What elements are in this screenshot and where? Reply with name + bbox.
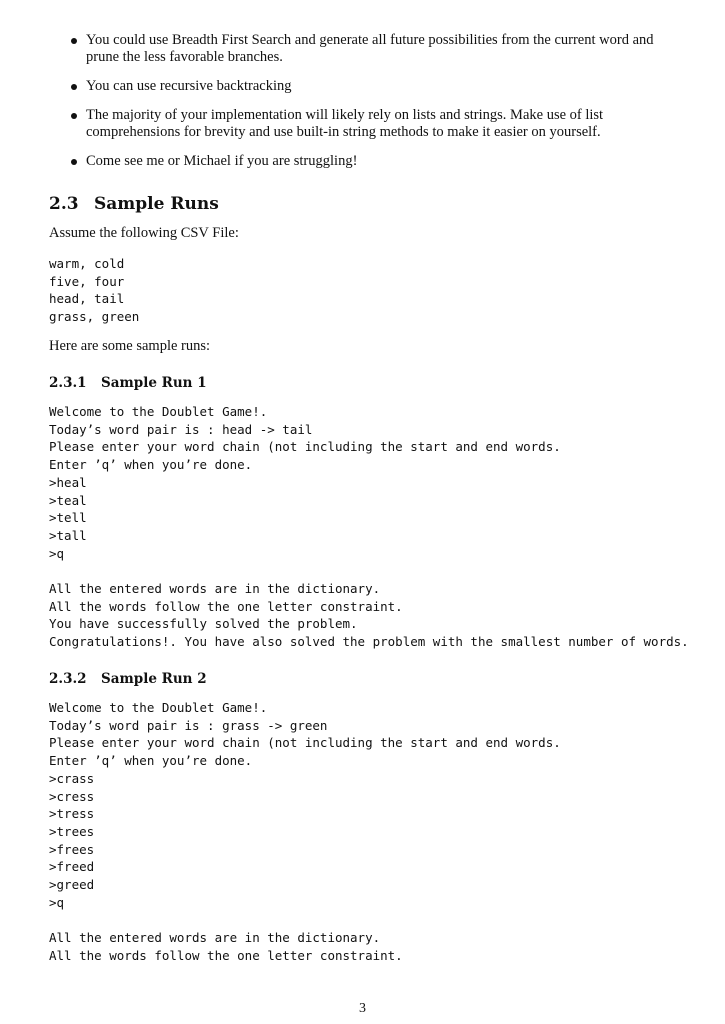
bullet-text: You can use recursive backtracking [86, 78, 292, 94]
list-item [49, 32, 689, 66]
section-title: Sample Runs [94, 194, 219, 214]
section-number: 2.3 [49, 194, 79, 214]
bullet-icon [71, 159, 77, 165]
bullet-icon [71, 113, 77, 119]
page-number: 3 [359, 1001, 366, 1016]
subsection-heading-run-1 [49, 375, 207, 391]
hints-list [49, 32, 689, 182]
section-heading [49, 194, 219, 214]
list-item [49, 107, 689, 141]
bullet-icon [71, 38, 77, 44]
runs-intro-text: Here are some sample runs: [49, 338, 211, 354]
bullet-text: You could use Breadth First Search and generate all future possibilities from the current word and prune the less favorable branches. [86, 32, 654, 65]
csv-intro-text: Assume the following CSV File: [49, 225, 239, 241]
sample-run-1-output: Welcome to the Doublet Game!. Today’s word pair is : head -> tail Please enter your word chain (not including the start and end words. Enter ’q’ when you’re done. >heal >teal >tell >tall >q All the entered words are in the dictionary. All the words follow the one letter constraint. You have successfully solved the problem. Congratulations!. You have also solved the problem with the smallest number of words. [49, 404, 689, 650]
subsection-heading-run-2 [49, 671, 207, 687]
subsection-title: Sample Run 1 [101, 375, 207, 391]
subsection-number: 2.3.1 [49, 375, 87, 391]
bullet-text: Come see me or Michael if you are struggling! [86, 153, 358, 169]
subsection-title: Sample Run 2 [101, 671, 207, 687]
bullet-icon [71, 84, 77, 90]
sample-run-2-output: Welcome to the Doublet Game!. Today’s word pair is : grass -> green Please enter your word chain (not including the start and end words. Enter ’q’ when you’re done. >crass >cress >tress >trees >frees >freed >greed >q All the entered words are in the dictionary. All the words follow the one letter constraint. [49, 700, 561, 963]
subsection-number: 2.3.2 [49, 671, 87, 687]
list-item [49, 78, 689, 95]
bullet-text: The majority of your implementation will likely rely on lists and strings. Make use of list comprehensions for brevity and use built-in string methods to make it easier on yourself. [86, 107, 604, 140]
list-item [49, 153, 689, 170]
csv-file-listing: warm, cold five, four head, tail grass, green [49, 256, 140, 325]
